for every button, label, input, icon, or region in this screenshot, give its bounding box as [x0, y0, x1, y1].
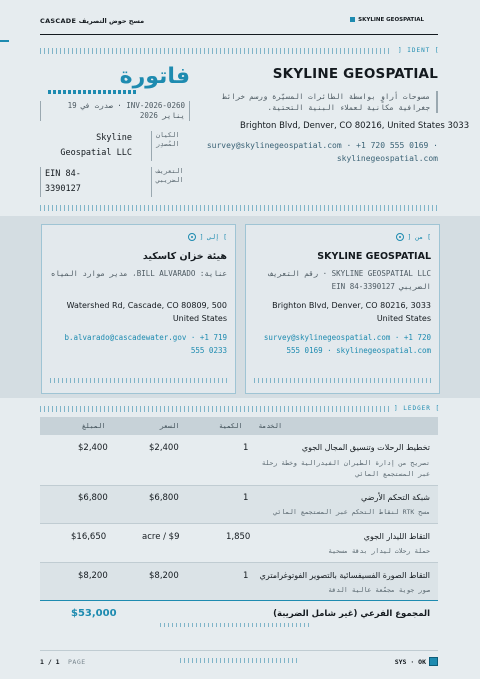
row-amount: $2,400 [78, 443, 108, 453]
from-name: SKYLINE GEOSPATIAL [317, 251, 431, 262]
from-contact: survey@skylinegeospatial.com · +1 720 555 0169 · skylinegeospatial.com [263, 333, 431, 355]
row-title: شبكة التحكم الأرضي [361, 493, 430, 502]
header-right-brand: SKYLINE GEOSPATIAL [350, 17, 424, 23]
ident-tag: ] IDENT [ [398, 47, 440, 54]
from-card [245, 224, 440, 394]
col-header-qty: الكمية [219, 422, 243, 430]
sender-block [206, 66, 470, 165]
title-dotted-underline [48, 90, 136, 94]
tax-row [40, 167, 190, 197]
page-number: 1 / 1 [40, 658, 60, 666]
left-accent-rule [0, 40, 9, 42]
table-row [40, 485, 438, 524]
to-attention: عناية: BILL ALVARADO، مدير موارد المياه [50, 269, 227, 278]
from-card-tag: ] من [ [396, 233, 431, 241]
col-header-service: الخدمة [258, 422, 282, 430]
subtotal-row [40, 600, 438, 627]
col-header-amount: المبلغ [82, 422, 106, 430]
entity-row [40, 131, 190, 161]
ident-tick-strip [40, 48, 392, 54]
table-row [40, 435, 438, 485]
row-qty: 1 [243, 571, 249, 581]
row-title: التقاط الصورة الفسيفسائية بالتصوير الفوتوغرامتري [259, 571, 430, 580]
to-contact: b.alvarado@cascadewater.gov · +1 719 555 0233 [64, 333, 227, 355]
row-qty: 1 [243, 493, 249, 503]
invoice-title: فاتورة [119, 64, 190, 89]
subtotal-label: المجموع الفرعي (غير شامل الضريبة) [273, 609, 430, 619]
subtotal-ticks [160, 623, 310, 627]
brand-square-icon [350, 17, 355, 22]
row-desc: تصريح من إدارة الطيران الفيدرالية وخطة رحلة عبر المستجمع المائي [261, 459, 430, 478]
row-amount: $8,200 [78, 571, 108, 581]
row-rate: acre / $9 [142, 532, 180, 542]
target-icon [188, 233, 196, 241]
to-card [41, 224, 236, 394]
sender-address: Brighton Blvd, Denver, CO 80216, United States 3033 [240, 121, 470, 131]
subtotal-value: $53,000 [71, 608, 117, 619]
to-address: Watershed Rd, Cascade, CO 80809, 500 United States [66, 301, 227, 323]
ledger-tick-strip [40, 406, 392, 412]
header-left-label: CASCADE مسح حوض التصريف [40, 17, 145, 25]
invoice-block [40, 64, 190, 197]
status-square-icon [429, 657, 438, 666]
table-row [40, 523, 438, 563]
tax-label: التعريف الضريبي [151, 167, 190, 197]
top-header-bar [40, 12, 438, 35]
target-icon [396, 233, 404, 241]
sender-tagline: مسوحات أراوٍ بواسطة الطائرات المسيّرة ورسم خرائط جغرافية مكانية لعملاء البنية التحتية. [210, 91, 438, 113]
to-name: هيئة خزان كاسكيد [142, 251, 227, 262]
row-qty: 1 [243, 443, 249, 453]
footer [40, 650, 438, 671]
sender-contact: survey@skylinegeospatial.com · +1 720 555 0169 · skylinegeospatial.com [206, 141, 438, 163]
row-rate: $6,800 [149, 493, 179, 503]
entity-value: Skyline Geospatial LLC [60, 133, 132, 158]
ledger-table-header [40, 417, 438, 435]
row-desc: مسح RTK لنقاط التحكم عبر المستجمع المائي [273, 508, 430, 516]
ledger-tag: ] LEDGER [ [394, 405, 441, 412]
row-qty: 1,850 [226, 532, 251, 542]
row-desc: صور جوية مجمّعة عالية الدقة [328, 586, 430, 594]
system-status: SYS · OK [394, 658, 426, 666]
entity-label: الكيان المُصدِر [151, 131, 190, 161]
invoice-meta: INV-2026-0260 · صدرت في 19 يناير 2026 [40, 101, 190, 121]
row-amount: $6,800 [78, 493, 108, 503]
from-legal: SKYLINE GEOSPATIAL LLC · رقم التعريف الضريبي EIN 84-3390127 [268, 269, 431, 291]
footer-ticks [180, 658, 298, 663]
from-address: Brighton Blvd, Denver, CO 80216, 3033 United States [272, 301, 431, 323]
row-title: تخطيط الرحلات وتنسيق المجال الجوي [301, 443, 430, 452]
row-rate: $8,200 [149, 571, 179, 581]
table-row [40, 562, 438, 601]
row-rate: $2,400 [149, 443, 179, 453]
row-amount: $16,650 [71, 532, 107, 542]
page-word: PAGE [68, 658, 86, 666]
row-desc: حملة رحلات ليدار بدقة مسحية [328, 547, 430, 555]
from-card-ticks [254, 378, 431, 383]
party-tick-strip [40, 205, 438, 211]
tax-value: EIN 84-3390127 [40, 167, 105, 197]
to-card-tag: ] إلى [ [188, 233, 227, 241]
row-title: التقاط الليدار الجوي [363, 532, 430, 541]
sender-name: SKYLINE GEOSPATIAL [272, 66, 438, 82]
to-card-ticks [50, 378, 227, 383]
col-header-rate: السعر [160, 422, 180, 430]
